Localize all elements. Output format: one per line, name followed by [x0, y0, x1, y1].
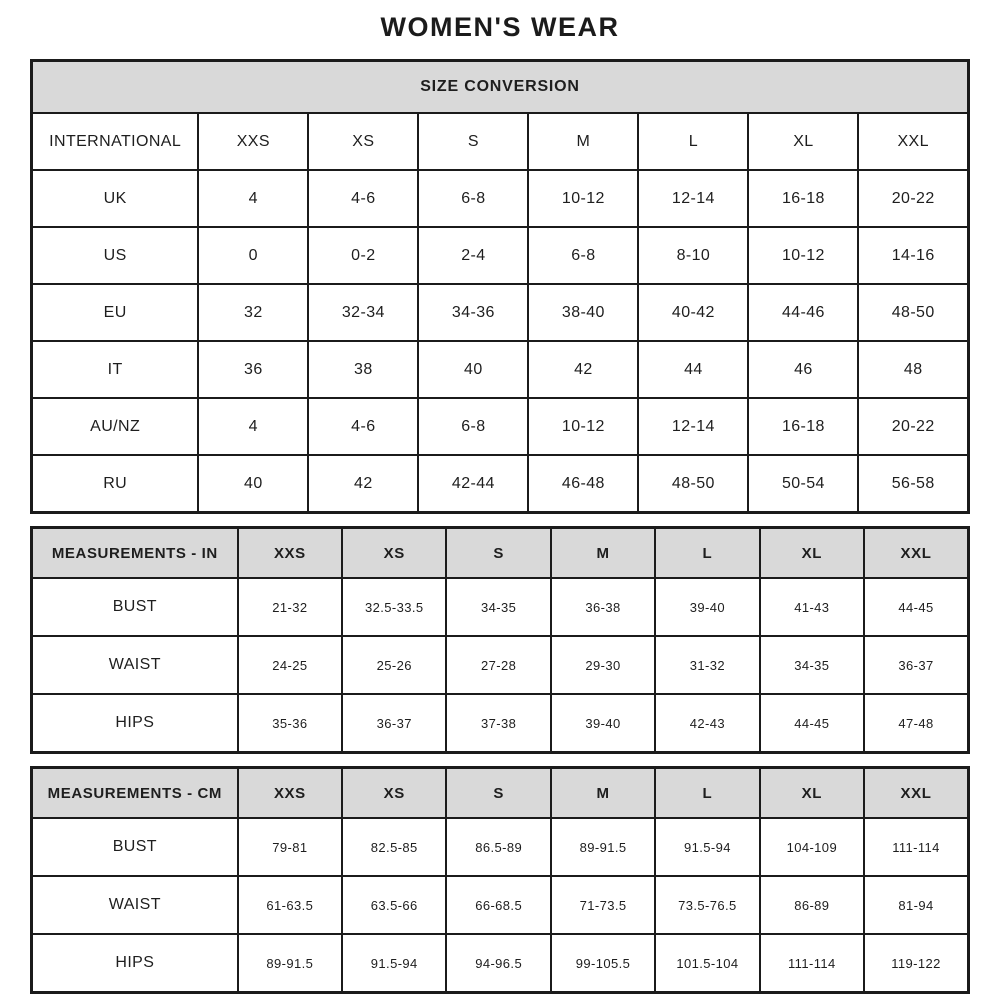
- measurements-in-table: [30, 526, 970, 754]
- table-row: [32, 636, 969, 694]
- table-banner: SIZE CONVERSION: [32, 61, 969, 114]
- size-value-cell: 48: [858, 341, 968, 398]
- row-label: BUST: [32, 578, 238, 636]
- size-value-cell: 4: [198, 170, 308, 227]
- table-row: [32, 694, 969, 753]
- size-value-cell: 12-14: [638, 398, 748, 455]
- column-header: XS: [308, 113, 418, 170]
- size-value-cell: 0: [198, 227, 308, 284]
- measurement-value-cell: 91.5-94: [342, 934, 446, 993]
- table-row: [32, 578, 969, 636]
- column-header: XL: [760, 768, 864, 819]
- column-header: L: [638, 113, 748, 170]
- measurement-value-cell: 94-96.5: [446, 934, 550, 993]
- measurement-value-cell: 37-38: [446, 694, 550, 753]
- size-value-cell: 8-10: [638, 227, 748, 284]
- column-header: L: [655, 768, 759, 819]
- measurement-value-cell: 21-32: [238, 578, 342, 636]
- measurement-value-cell: 36-37: [864, 636, 968, 694]
- column-header: XXL: [864, 528, 968, 579]
- measurement-value-cell: 39-40: [551, 694, 655, 753]
- size-value-cell: 6-8: [528, 227, 638, 284]
- measurement-value-cell: 71-73.5: [551, 876, 655, 934]
- measurement-value-cell: 61-63.5: [238, 876, 342, 934]
- measurement-value-cell: 79-81: [238, 818, 342, 876]
- measurement-value-cell: 89-91.5: [238, 934, 342, 993]
- measurement-value-cell: 36-38: [551, 578, 655, 636]
- table-row: [32, 934, 969, 993]
- column-header-row: [32, 768, 969, 819]
- row-label: BUST: [32, 818, 238, 876]
- row-label: WAIST: [32, 876, 238, 934]
- size-value-cell: 2-4: [418, 227, 528, 284]
- measurement-value-cell: 44-45: [864, 578, 968, 636]
- measurement-value-cell: 44-45: [760, 694, 864, 753]
- table-row: [32, 455, 969, 513]
- size-value-cell: 38-40: [528, 284, 638, 341]
- size-value-cell: 42: [528, 341, 638, 398]
- column-header: XXS: [238, 768, 342, 819]
- column-header: L: [655, 528, 759, 579]
- row-label: HIPS: [32, 934, 238, 993]
- column-header: XXS: [198, 113, 308, 170]
- measurement-value-cell: 111-114: [864, 818, 968, 876]
- row-label: WAIST: [32, 636, 238, 694]
- measurement-value-cell: 104-109: [760, 818, 864, 876]
- column-header: S: [418, 113, 528, 170]
- column-header: M: [528, 113, 638, 170]
- size-value-cell: 34-36: [418, 284, 528, 341]
- column-header-row: [32, 528, 969, 579]
- table-row: [32, 876, 969, 934]
- size-value-cell: 56-58: [858, 455, 968, 513]
- measurements-cm-table: [30, 766, 970, 994]
- measurement-value-cell: 29-30: [551, 636, 655, 694]
- size-value-cell: 10-12: [528, 170, 638, 227]
- size-value-cell: 44-46: [748, 284, 858, 341]
- measurement-value-cell: 32.5-33.5: [342, 578, 446, 636]
- size-value-cell: 40: [198, 455, 308, 513]
- size-value-cell: 36: [198, 341, 308, 398]
- measurement-value-cell: 31-32: [655, 636, 759, 694]
- measurement-value-cell: 82.5-85: [342, 818, 446, 876]
- column-header: M: [551, 768, 655, 819]
- size-value-cell: 32-34: [308, 284, 418, 341]
- size-value-cell: 12-14: [638, 170, 748, 227]
- measurement-value-cell: 27-28: [446, 636, 550, 694]
- column-header: XXL: [858, 113, 968, 170]
- size-value-cell: 16-18: [748, 170, 858, 227]
- size-value-cell: 42: [308, 455, 418, 513]
- column-header-row: [32, 113, 969, 170]
- size-value-cell: 38: [308, 341, 418, 398]
- page-title: WOMEN'S WEAR: [380, 12, 620, 42]
- column-header: S: [446, 528, 550, 579]
- row-label: US: [32, 227, 199, 284]
- column-header: XL: [760, 528, 864, 579]
- measurement-value-cell: 89-91.5: [551, 818, 655, 876]
- size-value-cell: 20-22: [858, 398, 968, 455]
- measurement-value-cell: 111-114: [760, 934, 864, 993]
- table-row: [32, 398, 969, 455]
- measurement-value-cell: 73.5-76.5: [655, 876, 759, 934]
- size-value-cell: 48-50: [638, 455, 748, 513]
- row-label: HIPS: [32, 694, 238, 753]
- size-value-cell: 42-44: [418, 455, 528, 513]
- measurement-value-cell: 34-35: [760, 636, 864, 694]
- table-row: [32, 341, 969, 398]
- table-row: [32, 170, 969, 227]
- size-value-cell: 16-18: [748, 398, 858, 455]
- measurement-value-cell: 36-37: [342, 694, 446, 753]
- measurement-value-cell: 99-105.5: [551, 934, 655, 993]
- measurement-value-cell: 63.5-66: [342, 876, 446, 934]
- size-value-cell: 46-48: [528, 455, 638, 513]
- size-value-cell: 0-2: [308, 227, 418, 284]
- column-header: XS: [342, 528, 446, 579]
- column-header: XXS: [238, 528, 342, 579]
- size-value-cell: 6-8: [418, 398, 528, 455]
- table-row: [32, 284, 969, 341]
- measurement-value-cell: 35-36: [238, 694, 342, 753]
- column-header: M: [551, 528, 655, 579]
- size-value-cell: 50-54: [748, 455, 858, 513]
- measurement-value-cell: 81-94: [864, 876, 968, 934]
- column-header: XS: [342, 768, 446, 819]
- size-chart-page: [30, 0, 970, 994]
- size-value-cell: 44: [638, 341, 748, 398]
- size-value-cell: 46: [748, 341, 858, 398]
- measurement-value-cell: 47-48: [864, 694, 968, 753]
- size-value-cell: 10-12: [748, 227, 858, 284]
- row-label: AU/NZ: [32, 398, 199, 455]
- column-header: S: [446, 768, 550, 819]
- size-value-cell: 32: [198, 284, 308, 341]
- size-value-cell: 4: [198, 398, 308, 455]
- column-header: INTERNATIONAL: [32, 113, 199, 170]
- table-title-header: MEASUREMENTS - IN: [32, 528, 238, 579]
- size-value-cell: 20-22: [858, 170, 968, 227]
- size-conversion-table: [30, 59, 970, 514]
- measurement-value-cell: 39-40: [655, 578, 759, 636]
- size-value-cell: 4-6: [308, 170, 418, 227]
- measurement-value-cell: 86.5-89: [446, 818, 550, 876]
- measurement-value-cell: 66-68.5: [446, 876, 550, 934]
- size-value-cell: 40-42: [638, 284, 748, 341]
- table-banner-row: [32, 61, 969, 114]
- measurement-value-cell: 91.5-94: [655, 818, 759, 876]
- measurement-value-cell: 34-35: [446, 578, 550, 636]
- size-value-cell: 6-8: [418, 170, 528, 227]
- table-title-header: MEASUREMENTS - CM: [32, 768, 238, 819]
- row-label: EU: [32, 284, 199, 341]
- measurement-value-cell: 119-122: [864, 934, 968, 993]
- measurement-value-cell: 25-26: [342, 636, 446, 694]
- size-value-cell: 10-12: [528, 398, 638, 455]
- table-row: [32, 818, 969, 876]
- size-value-cell: 40: [418, 341, 528, 398]
- size-value-cell: 48-50: [858, 284, 968, 341]
- measurement-value-cell: 101.5-104: [655, 934, 759, 993]
- column-header: XXL: [864, 768, 968, 819]
- measurement-value-cell: 42-43: [655, 694, 759, 753]
- column-header: XL: [748, 113, 858, 170]
- row-label: RU: [32, 455, 199, 513]
- size-value-cell: 14-16: [858, 227, 968, 284]
- table-row: [32, 227, 969, 284]
- row-label: IT: [32, 341, 199, 398]
- row-label: UK: [32, 170, 199, 227]
- size-value-cell: 4-6: [308, 398, 418, 455]
- measurement-value-cell: 41-43: [760, 578, 864, 636]
- measurement-value-cell: 24-25: [238, 636, 342, 694]
- measurement-value-cell: 86-89: [760, 876, 864, 934]
